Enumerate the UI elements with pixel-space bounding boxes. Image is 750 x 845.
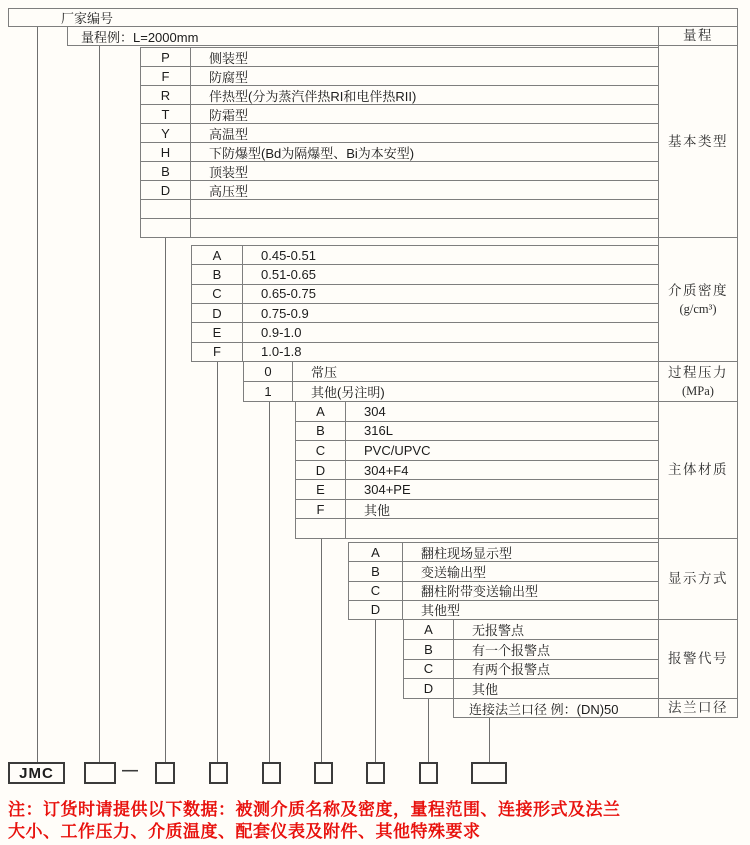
description-cell: 1.0-1.8 bbox=[261, 344, 302, 360]
code-slot-alarm bbox=[419, 762, 438, 784]
category-label-display-mode: 显示方式 bbox=[659, 539, 737, 620]
code-cell: F bbox=[192, 343, 243, 361]
code-cell: C bbox=[296, 441, 346, 460]
code-slot-display bbox=[366, 762, 385, 784]
table-row bbox=[192, 285, 658, 304]
table-row bbox=[141, 162, 658, 181]
category-label-medium-density: 介质密度 (g/cm³) bbox=[659, 238, 737, 362]
category-label-alarm-code: 报警代号 bbox=[659, 620, 737, 699]
code-cell: T bbox=[141, 105, 191, 123]
connector-line-basic-type bbox=[165, 238, 166, 762]
code-cell: C bbox=[192, 285, 243, 303]
table-row bbox=[141, 48, 658, 67]
table-alarm-code bbox=[403, 620, 658, 699]
description-cell: 316L bbox=[364, 423, 393, 439]
code-cell: 0 bbox=[244, 362, 293, 381]
range-example-row bbox=[67, 27, 658, 46]
connector-line-alarm bbox=[428, 699, 429, 762]
connector-line-material bbox=[321, 539, 322, 762]
order-note bbox=[8, 799, 745, 842]
connector-line-pressure bbox=[269, 402, 270, 762]
table-row bbox=[296, 480, 658, 500]
table-row bbox=[404, 660, 658, 680]
table-row bbox=[192, 323, 658, 342]
order-note-line-1: 注：订货时请提供以下数据：被测介质名称及密度，量程范围、连接形式及法兰 bbox=[8, 800, 621, 819]
model-prefix-box: JMC bbox=[8, 762, 65, 784]
category-label-basic-type: 基本类型 bbox=[659, 46, 737, 238]
description-cell bbox=[191, 200, 658, 218]
range-example-label: 量程例：L=2000mm bbox=[81, 29, 199, 45]
table-row bbox=[141, 67, 658, 86]
description-cell: 顶装型 bbox=[209, 164, 249, 180]
description-cell: 常压 bbox=[311, 365, 338, 380]
code-cell: D bbox=[141, 181, 191, 199]
code-slot-basic-type bbox=[155, 762, 175, 784]
code-slot-density bbox=[209, 762, 228, 784]
code-cell: R bbox=[141, 86, 191, 104]
table-row bbox=[192, 265, 658, 284]
code-cell: F bbox=[141, 67, 191, 85]
code-slot-range bbox=[84, 762, 116, 784]
description-cell: 防腐型 bbox=[209, 69, 249, 85]
table-row bbox=[141, 181, 658, 200]
code-cell bbox=[141, 200, 191, 218]
description-cell: 有一个报警点 bbox=[472, 642, 551, 658]
description-cell: 翻柱现场显示型 bbox=[421, 545, 513, 561]
category-label-column bbox=[658, 27, 738, 718]
description-cell: 其他 bbox=[472, 682, 499, 698]
category-label-flange-size: 法兰口径 bbox=[659, 699, 737, 718]
table-row bbox=[349, 601, 658, 620]
description-cell: 304+PE bbox=[364, 482, 411, 498]
table-row bbox=[296, 402, 658, 422]
table-row bbox=[244, 362, 658, 382]
manufacturer-code-label: 厂家编号 bbox=[61, 11, 114, 26]
table-row bbox=[141, 143, 658, 162]
description-cell: 304+F4 bbox=[364, 462, 409, 478]
description-cell bbox=[191, 219, 658, 237]
table-medium-density bbox=[191, 245, 658, 362]
separator-dash: — bbox=[122, 762, 138, 779]
description-cell: 翻柱附带变送输出型 bbox=[421, 584, 539, 600]
table-body-material bbox=[295, 402, 658, 539]
category-label-range: 量程 bbox=[659, 27, 737, 46]
table-display-mode bbox=[348, 542, 658, 620]
table-row bbox=[141, 105, 658, 124]
description-cell: 伴热型(分为蒸汽伴热RI和电伴热RII) bbox=[209, 88, 417, 104]
code-cell bbox=[141, 219, 191, 237]
description-cell bbox=[346, 519, 658, 538]
description-cell: PVC/UPVC bbox=[364, 442, 431, 458]
description-cell: 0.65-0.75 bbox=[261, 286, 316, 302]
code-slot-material bbox=[314, 762, 333, 784]
description-cell: 下防爆型(Bd为隔爆型、Bi为本安型) bbox=[209, 145, 415, 161]
table-basic-type bbox=[140, 47, 658, 238]
code-cell: Y bbox=[141, 124, 191, 142]
description-cell: 侧装型 bbox=[209, 50, 249, 66]
code-cell: E bbox=[192, 323, 243, 341]
table-row bbox=[244, 382, 658, 402]
description-cell: 防霜型 bbox=[209, 107, 249, 123]
table-row bbox=[141, 124, 658, 143]
code-cell: E bbox=[296, 480, 346, 499]
code-cell: B bbox=[296, 422, 346, 441]
description-cell: 其他 bbox=[364, 502, 391, 518]
code-cell: D bbox=[404, 679, 454, 698]
description-cell: 无报警点 bbox=[472, 622, 525, 638]
table-process-pressure bbox=[243, 362, 658, 402]
code-cell: B bbox=[141, 162, 191, 180]
connector-line-flange bbox=[489, 718, 490, 762]
code-cell: 1 bbox=[244, 382, 293, 401]
table-row bbox=[141, 219, 658, 238]
code-cell: C bbox=[349, 582, 403, 600]
table-row bbox=[404, 620, 658, 640]
code-cell: B bbox=[349, 562, 403, 580]
code-cell: H bbox=[141, 143, 191, 161]
description-cell: 高温型 bbox=[209, 126, 249, 142]
description-cell: 0.45-0.51 bbox=[261, 247, 316, 263]
description-cell: 其他型 bbox=[421, 603, 461, 619]
manufacturer-code-row bbox=[8, 8, 738, 27]
table-row bbox=[296, 441, 658, 461]
table-row bbox=[404, 640, 658, 660]
description-cell: 高压型 bbox=[209, 183, 249, 199]
code-cell: A bbox=[192, 246, 243, 264]
table-row bbox=[296, 422, 658, 442]
code-cell: D bbox=[192, 304, 243, 322]
code-slot-flange bbox=[471, 762, 507, 784]
table-row bbox=[296, 519, 658, 539]
category-label-body-material: 主体材质 bbox=[659, 402, 737, 539]
description-cell: 0.51-0.65 bbox=[261, 266, 316, 282]
code-cell: B bbox=[404, 640, 454, 659]
code-cell: D bbox=[296, 461, 346, 480]
table-row bbox=[296, 500, 658, 520]
code-cell: F bbox=[296, 500, 346, 519]
description-cell: 有两个报警点 bbox=[472, 662, 551, 678]
description-cell: 其他(另注明) bbox=[311, 385, 385, 400]
code-cell: P bbox=[141, 48, 191, 66]
description-cell: 变送输出型 bbox=[421, 564, 487, 580]
code-cell bbox=[296, 519, 346, 538]
connector-line-display bbox=[375, 620, 376, 762]
description-cell: 304 bbox=[364, 403, 386, 419]
table-row bbox=[141, 200, 658, 219]
table-row bbox=[349, 562, 658, 581]
description-cell: 0.75-0.9 bbox=[261, 305, 309, 321]
code-cell: B bbox=[192, 265, 243, 283]
table-row bbox=[296, 461, 658, 481]
flange-size-text: 连接法兰口径 例：(DN)50 bbox=[469, 701, 619, 717]
connector-line-manufacturer bbox=[37, 27, 38, 762]
code-cell: A bbox=[349, 543, 403, 561]
connector-line-range bbox=[99, 46, 100, 762]
order-note-line-2: 大小、工作压力、介质温度、配套仪表及附件、其他特殊要求 bbox=[8, 821, 481, 841]
table-row bbox=[192, 343, 658, 362]
code-cell: A bbox=[296, 402, 346, 421]
table-row bbox=[192, 304, 658, 323]
code-slot-pressure bbox=[262, 762, 281, 784]
description-cell: 0.9-1.0 bbox=[261, 324, 302, 340]
connector-line-density bbox=[217, 362, 218, 762]
table-row bbox=[349, 582, 658, 601]
category-label-process-pressure: 过程压力 (MPa) bbox=[659, 362, 737, 402]
table-row bbox=[141, 86, 658, 105]
table-row bbox=[349, 543, 658, 562]
code-cell: C bbox=[404, 660, 454, 679]
table-row bbox=[192, 246, 658, 265]
code-cell: D bbox=[349, 601, 403, 619]
code-cell: A bbox=[404, 620, 454, 639]
table-row bbox=[404, 679, 658, 699]
flange-size-row bbox=[453, 699, 658, 718]
